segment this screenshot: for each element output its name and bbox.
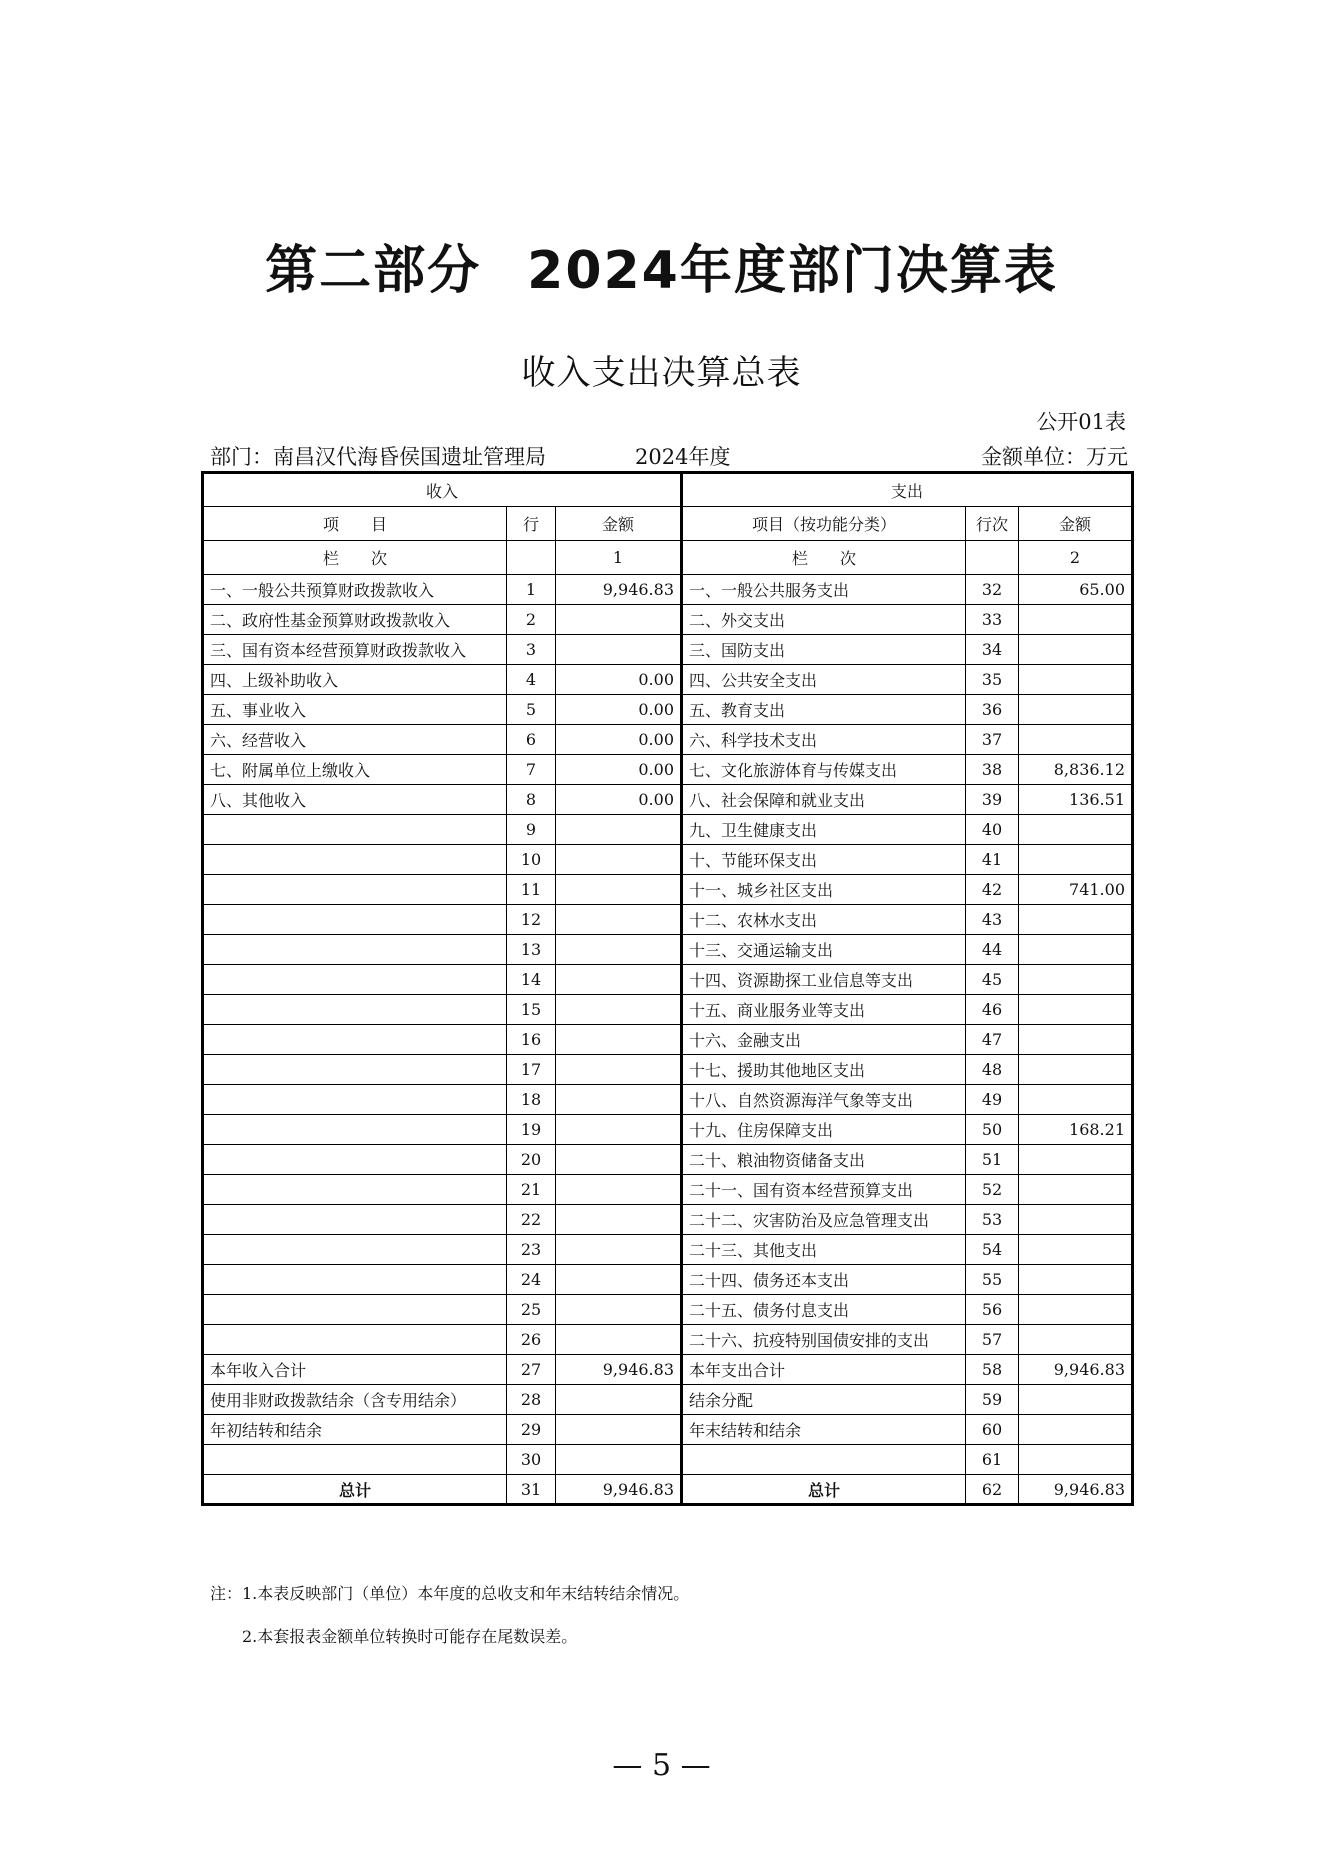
document-title-main: 2024年度部门决算表 [527, 241, 1058, 301]
form-code: 公开01表 [1036, 410, 1126, 434]
income-item [203, 1295, 507, 1325]
summary-expense-item: 本年支出合计 [682, 1355, 966, 1385]
footnote-1: 注：1.本表反映部门（单位）本年度的总收支和年末结转结余情况。 [210, 1584, 690, 1603]
expense-amount: 741.00 [1019, 875, 1133, 905]
income-line-no: 26 [507, 1325, 556, 1355]
income-item [203, 1325, 507, 1355]
expense-column-blank [966, 541, 1019, 575]
expense-item: 十六、金融支出 [682, 1025, 966, 1055]
expense-line-no: 32 [966, 575, 1019, 605]
table-row [203, 905, 1133, 935]
total-expense-line-no: 62 [966, 1475, 1019, 1505]
total-row [203, 1475, 1133, 1505]
table-row [203, 575, 1133, 605]
expense-amount [1019, 1085, 1133, 1115]
document-title-part: 第二部分 [265, 241, 482, 301]
expense-amount [1019, 1325, 1133, 1355]
income-amount: 0.00 [556, 785, 682, 815]
table-row [203, 1115, 1133, 1145]
income-item [203, 1265, 507, 1295]
total-income-amount: 9,946.83 [556, 1475, 682, 1505]
summary-income-line-no: 28 [507, 1385, 556, 1415]
income-item [203, 1205, 507, 1235]
income-line-no: 8 [507, 785, 556, 815]
expense-item: 六、科学技术支出 [682, 725, 966, 755]
summary-expense-item [682, 1445, 966, 1475]
income-item-header: 项 目 [203, 507, 507, 541]
meta-row [210, 441, 1128, 471]
income-line-no: 25 [507, 1295, 556, 1325]
income-item [203, 815, 507, 845]
income-line-no: 10 [507, 845, 556, 875]
expense-item: 八、社会保障和就业支出 [682, 785, 966, 815]
table-row [203, 635, 1133, 665]
income-line-no: 4 [507, 665, 556, 695]
expense-amount [1019, 1145, 1133, 1175]
expense-amount [1019, 665, 1133, 695]
summary-expense-amount [1019, 1445, 1133, 1475]
expense-column-label: 栏 次 [682, 541, 966, 575]
income-amount [556, 1055, 682, 1085]
income-amount [556, 1235, 682, 1265]
expense-amount [1019, 1205, 1133, 1235]
summary-income-line-no: 30 [507, 1445, 556, 1475]
table-row [203, 785, 1133, 815]
income-line-no: 12 [507, 905, 556, 935]
total-income-line-no: 31 [507, 1475, 556, 1505]
expense-item: 九、卫生健康支出 [682, 815, 966, 845]
income-amount [556, 905, 682, 935]
income-amount: 0.00 [556, 665, 682, 695]
table-row [203, 1325, 1133, 1355]
expense-line-no: 46 [966, 995, 1019, 1025]
income-item [203, 1025, 507, 1055]
expense-amount [1019, 1265, 1133, 1295]
expense-column-number: 2 [1019, 541, 1133, 575]
income-item [203, 995, 507, 1025]
table-row [203, 605, 1133, 635]
income-amount [556, 1325, 682, 1355]
income-column-label: 栏 次 [203, 541, 507, 575]
income-expense-table [201, 471, 1134, 1506]
income-item: 一、一般公共预算财政拨款收入 [203, 575, 507, 605]
income-line-no: 21 [507, 1175, 556, 1205]
expense-item: 二十六、抗疫特别国债安排的支出 [682, 1325, 966, 1355]
income-item: 五、事业收入 [203, 695, 507, 725]
income-item [203, 1175, 507, 1205]
income-item: 六、经营收入 [203, 725, 507, 755]
expense-item: 二、外交支出 [682, 605, 966, 635]
expense-amount [1019, 965, 1133, 995]
expense-line-no: 38 [966, 755, 1019, 785]
expense-item: 二十三、其他支出 [682, 1235, 966, 1265]
income-line-no: 9 [507, 815, 556, 845]
expense-item: 十三、交通运输支出 [682, 935, 966, 965]
expense-amount: 8,836.12 [1019, 755, 1133, 785]
summary-expense-amount [1019, 1385, 1133, 1415]
expense-item: 四、公共安全支出 [682, 665, 966, 695]
income-item: 三、国有资本经营预算财政拨款收入 [203, 635, 507, 665]
income-line-header: 行 [507, 507, 556, 541]
summary-income-line-no: 27 [507, 1355, 556, 1385]
summary-expense-item: 年末结转和结余 [682, 1415, 966, 1445]
header-row-sections [203, 473, 1133, 507]
page-number: — 5 — [612, 1748, 711, 1783]
income-amount [556, 995, 682, 1025]
summary-income-line-no: 29 [507, 1415, 556, 1445]
income-amount [556, 635, 682, 665]
summary-income-item [203, 1445, 507, 1475]
expense-item: 一、一般公共服务支出 [682, 575, 966, 605]
expense-line-no: 36 [966, 695, 1019, 725]
income-amount [556, 875, 682, 905]
summary-expense-item: 结余分配 [682, 1385, 966, 1415]
summary-income-item: 年初结转和结余 [203, 1415, 507, 1445]
document-title [0, 228, 1323, 303]
summary-income-item: 使用非财政拨款结余（含专用结余） [203, 1385, 507, 1415]
expense-amount-header: 金额 [1019, 507, 1133, 541]
income-amount [556, 1205, 682, 1235]
amount-unit: 金额单位：万元 [981, 445, 1128, 469]
expense-amount: 136.51 [1019, 785, 1133, 815]
expense-line-no: 42 [966, 875, 1019, 905]
expense-amount [1019, 1055, 1133, 1085]
expense-item: 二十五、债务付息支出 [682, 1295, 966, 1325]
income-line-no: 15 [507, 995, 556, 1025]
table-title: 收入支出决算总表 [521, 353, 802, 393]
table-row [203, 1295, 1133, 1325]
expense-amount [1019, 1025, 1133, 1055]
expense-line-no: 44 [966, 935, 1019, 965]
income-line-no: 17 [507, 1055, 556, 1085]
summary-expense-line-no: 59 [966, 1385, 1019, 1415]
income-amount [556, 1025, 682, 1055]
income-line-no: 6 [507, 725, 556, 755]
table-row [203, 695, 1133, 725]
income-line-no: 20 [507, 1145, 556, 1175]
summary-expense-line-no: 60 [966, 1415, 1019, 1445]
table-row [203, 965, 1133, 995]
department-label: 部门：南昌汉代海昏侯国遗址管理局 [210, 445, 546, 469]
table-row [203, 725, 1133, 755]
expense-item: 十四、资源勘探工业信息等支出 [682, 965, 966, 995]
income-item: 七、附属单位上缴收入 [203, 755, 507, 785]
income-amount [556, 815, 682, 845]
income-amount: 0.00 [556, 755, 682, 785]
table-row [203, 1175, 1133, 1205]
expense-item: 五、教育支出 [682, 695, 966, 725]
summary-income-amount: 9,946.83 [556, 1355, 682, 1385]
table-row [203, 1025, 1133, 1055]
income-amount: 0.00 [556, 725, 682, 755]
income-line-no: 14 [507, 965, 556, 995]
income-line-no: 11 [507, 875, 556, 905]
income-amount: 0.00 [556, 695, 682, 725]
table-row [203, 1085, 1133, 1115]
expense-section-header: 支出 [682, 473, 1133, 507]
expense-line-no: 41 [966, 845, 1019, 875]
income-line-no: 3 [507, 635, 556, 665]
expense-line-no: 47 [966, 1025, 1019, 1055]
income-line-no: 5 [507, 695, 556, 725]
expense-item: 十七、援助其他地区支出 [682, 1055, 966, 1085]
income-item [203, 845, 507, 875]
expense-amount [1019, 605, 1133, 635]
expense-amount [1019, 815, 1133, 845]
table-row [203, 1235, 1133, 1265]
summary-row [203, 1445, 1133, 1475]
income-line-no: 24 [507, 1265, 556, 1295]
income-amount [556, 935, 682, 965]
income-amount [556, 965, 682, 995]
expense-item: 十九、住房保障支出 [682, 1115, 966, 1145]
expense-line-no: 37 [966, 725, 1019, 755]
table-row [203, 995, 1133, 1025]
expense-line-no: 56 [966, 1295, 1019, 1325]
income-item [203, 1235, 507, 1265]
expense-amount: 168.21 [1019, 1115, 1133, 1145]
income-line-no: 2 [507, 605, 556, 635]
income-line-no: 19 [507, 1115, 556, 1145]
expense-item-header: 项目（按功能分类） [682, 507, 966, 541]
income-amount [556, 1085, 682, 1115]
income-item [203, 1115, 507, 1145]
expense-line-no: 50 [966, 1115, 1019, 1145]
expense-line-no: 40 [966, 815, 1019, 845]
summary-row [203, 1355, 1133, 1385]
expense-line-no: 48 [966, 1055, 1019, 1085]
income-amount-header: 金额 [556, 507, 682, 541]
summary-income-amount [556, 1385, 682, 1415]
expense-line-no: 45 [966, 965, 1019, 995]
expense-line-header: 行次 [966, 507, 1019, 541]
expense-item: 十五、商业服务业等支出 [682, 995, 966, 1025]
table-row [203, 1055, 1133, 1085]
income-amount: 9,946.83 [556, 575, 682, 605]
income-line-no: 13 [507, 935, 556, 965]
income-section-header: 收入 [203, 473, 682, 507]
expense-line-no: 33 [966, 605, 1019, 635]
income-item [203, 965, 507, 995]
expense-line-no: 55 [966, 1265, 1019, 1295]
expense-amount [1019, 995, 1133, 1025]
table-row [203, 665, 1133, 695]
income-amount [556, 605, 682, 635]
expense-item: 二十二、灾害防治及应急管理支出 [682, 1205, 966, 1235]
expense-item: 二十一、国有资本经营预算支出 [682, 1175, 966, 1205]
header-row-column-index [203, 541, 1133, 575]
table-row [203, 755, 1133, 785]
expense-item: 七、文化旅游体育与传媒支出 [682, 755, 966, 785]
table-row [203, 935, 1133, 965]
expense-line-no: 43 [966, 905, 1019, 935]
expense-amount [1019, 1235, 1133, 1265]
total-expense-label: 总计 [682, 1475, 966, 1505]
expense-line-no: 57 [966, 1325, 1019, 1355]
income-line-no: 16 [507, 1025, 556, 1055]
income-column-blank [507, 541, 556, 575]
summary-expense-line-no: 61 [966, 1445, 1019, 1475]
income-amount [556, 1295, 682, 1325]
footnotes [210, 1583, 690, 1646]
expense-amount: 65.00 [1019, 575, 1133, 605]
income-item: 四、上级补助收入 [203, 665, 507, 695]
table-row [203, 875, 1133, 905]
table-row [203, 1205, 1133, 1235]
expense-line-no: 49 [966, 1085, 1019, 1115]
summary-row [203, 1415, 1133, 1445]
expense-item: 十二、农林水支出 [682, 905, 966, 935]
income-amount [556, 1175, 682, 1205]
table-row [203, 845, 1133, 875]
income-item: 八、其他收入 [203, 785, 507, 815]
summary-income-amount [556, 1445, 682, 1475]
summary-expense-line-no: 58 [966, 1355, 1019, 1385]
income-line-no: 22 [507, 1205, 556, 1235]
income-item [203, 905, 507, 935]
summary-income-item: 本年收入合计 [203, 1355, 507, 1385]
fiscal-year: 2024年度 [635, 445, 731, 469]
expense-amount [1019, 845, 1133, 875]
expense-amount [1019, 1295, 1133, 1325]
table-row [203, 1145, 1133, 1175]
expense-item: 二十四、债务还本支出 [682, 1265, 966, 1295]
expense-item: 十一、城乡社区支出 [682, 875, 966, 905]
income-line-no: 7 [507, 755, 556, 785]
income-column-number: 1 [556, 541, 682, 575]
expense-item: 十、节能环保支出 [682, 845, 966, 875]
income-amount [556, 1115, 682, 1145]
expense-item: 三、国防支出 [682, 635, 966, 665]
income-item [203, 1145, 507, 1175]
income-item [203, 1055, 507, 1085]
expense-line-no: 39 [966, 785, 1019, 815]
expense-amount [1019, 695, 1133, 725]
income-item: 二、政府性基金预算财政拨款收入 [203, 605, 507, 635]
summary-expense-amount [1019, 1415, 1133, 1445]
expense-line-no: 34 [966, 635, 1019, 665]
expense-item: 二十、粮油物资储备支出 [682, 1145, 966, 1175]
summary-expense-amount: 9,946.83 [1019, 1355, 1133, 1385]
expense-amount [1019, 1175, 1133, 1205]
income-line-no: 1 [507, 575, 556, 605]
expense-line-no: 52 [966, 1175, 1019, 1205]
income-item [203, 1085, 507, 1115]
income-item [203, 935, 507, 965]
income-amount [556, 845, 682, 875]
header-row-columns [203, 507, 1133, 541]
table-row [203, 1265, 1133, 1295]
expense-line-no: 53 [966, 1205, 1019, 1235]
summary-row [203, 1385, 1133, 1415]
income-line-no: 18 [507, 1085, 556, 1115]
expense-line-no: 35 [966, 665, 1019, 695]
expense-amount [1019, 935, 1133, 965]
total-income-label: 总计 [203, 1475, 507, 1505]
expense-amount [1019, 725, 1133, 755]
table-row [203, 815, 1133, 845]
expense-amount [1019, 905, 1133, 935]
income-line-no: 23 [507, 1235, 556, 1265]
expense-amount [1019, 635, 1133, 665]
expense-item: 十八、自然资源海洋气象等支出 [682, 1085, 966, 1115]
footnote-2: 2.本套报表金额单位转换时可能存在尾数误差。 [242, 1627, 578, 1646]
income-item [203, 875, 507, 905]
expense-line-no: 51 [966, 1145, 1019, 1175]
income-amount [556, 1145, 682, 1175]
summary-income-amount [556, 1415, 682, 1445]
income-amount [556, 1265, 682, 1295]
expense-line-no: 54 [966, 1235, 1019, 1265]
total-expense-amount: 9,946.83 [1019, 1475, 1133, 1505]
